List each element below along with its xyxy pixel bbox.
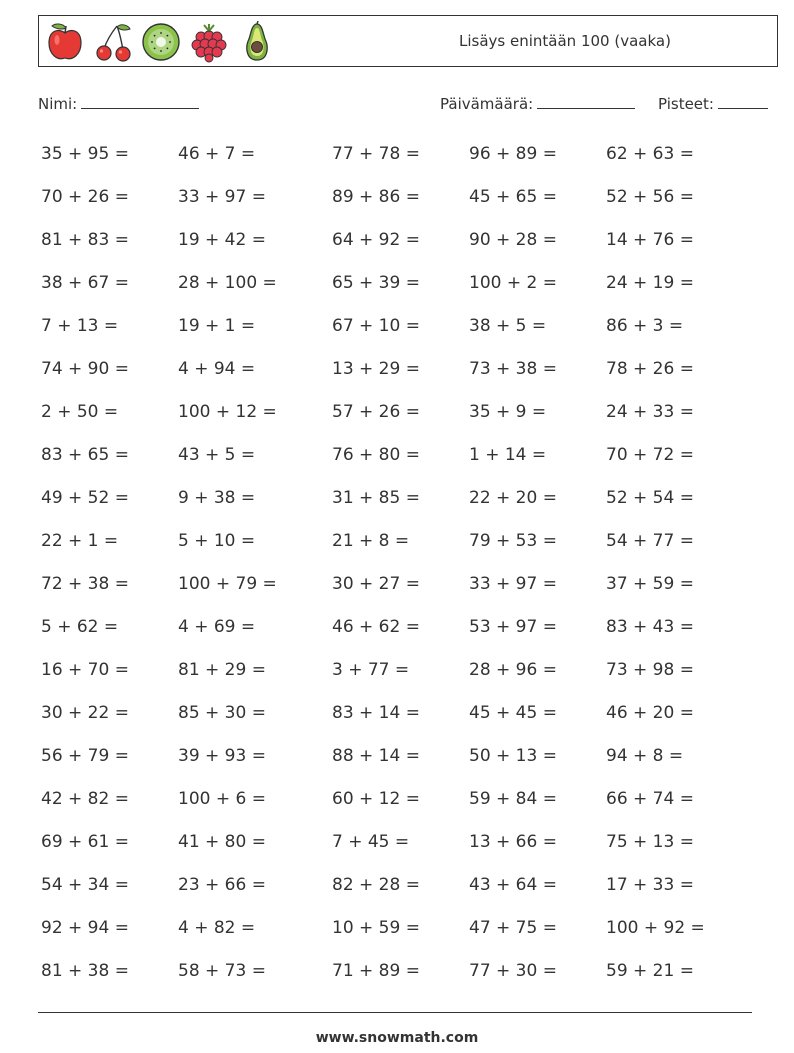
problem-item: 38 + 67 = <box>41 273 129 293</box>
apple-icon <box>45 21 85 63</box>
problem-item: 82 + 28 = <box>332 875 420 895</box>
problem-item: 94 + 8 = <box>606 746 684 766</box>
problem-item: 45 + 65 = <box>469 187 557 207</box>
problem-item: 19 + 42 = <box>178 230 266 250</box>
problem-item: 35 + 9 = <box>469 402 547 422</box>
problem-item: 33 + 97 = <box>469 574 557 594</box>
problem-item: 46 + 62 = <box>332 617 420 637</box>
problem-item: 19 + 1 = <box>178 316 256 336</box>
worksheet-title: Lisäys enintään 100 (vaaka) <box>459 32 671 50</box>
score-field <box>658 94 768 113</box>
avocado-icon <box>237 21 277 63</box>
problem-item: 38 + 5 = <box>469 316 547 336</box>
name-field <box>38 94 199 113</box>
problem-item: 75 + 13 = <box>606 832 694 852</box>
problem-item: 70 + 72 = <box>606 445 694 465</box>
problem-item: 100 + 2 = <box>469 273 557 293</box>
problem-item: 24 + 33 = <box>606 402 694 422</box>
problem-item: 41 + 80 = <box>178 832 266 852</box>
problem-item: 96 + 89 = <box>469 144 557 164</box>
problem-item: 30 + 27 = <box>332 574 420 594</box>
worksheet-header <box>38 15 778 67</box>
problem-item: 45 + 45 = <box>469 703 557 723</box>
problem-item: 85 + 30 = <box>178 703 266 723</box>
problem-item: 73 + 98 = <box>606 660 694 680</box>
problem-item: 71 + 89 = <box>332 961 420 981</box>
problem-item: 43 + 5 = <box>178 445 256 465</box>
problem-item: 37 + 59 = <box>606 574 694 594</box>
score-label: Pisteet: <box>658 95 714 113</box>
problem-item: 4 + 94 = <box>178 359 256 379</box>
problem-item: 50 + 13 = <box>469 746 557 766</box>
problem-item: 30 + 22 = <box>41 703 129 723</box>
problem-item: 5 + 62 = <box>41 617 119 637</box>
problem-item: 5 + 10 = <box>178 531 256 551</box>
problem-item: 58 + 73 = <box>178 961 266 981</box>
problem-item: 100 + 12 = <box>178 402 277 422</box>
problem-item: 10 + 59 = <box>332 918 420 938</box>
problem-item: 35 + 95 = <box>41 144 129 164</box>
problem-item: 7 + 13 = <box>41 316 119 336</box>
problem-item: 42 + 82 = <box>41 789 129 809</box>
problem-item: 70 + 26 = <box>41 187 129 207</box>
problem-item: 53 + 97 = <box>469 617 557 637</box>
problem-item: 28 + 96 = <box>469 660 557 680</box>
problem-item: 62 + 63 = <box>606 144 694 164</box>
problem-item: 90 + 28 = <box>469 230 557 250</box>
problem-item: 59 + 21 = <box>606 961 694 981</box>
problem-item: 64 + 92 = <box>332 230 420 250</box>
problem-item: 86 + 3 = <box>606 316 684 336</box>
problem-item: 59 + 84 = <box>469 789 557 809</box>
name-line <box>81 94 199 109</box>
problem-item: 72 + 38 = <box>41 574 129 594</box>
problem-item: 52 + 56 = <box>606 187 694 207</box>
problem-item: 1 + 14 = <box>469 445 547 465</box>
problem-item: 88 + 14 = <box>332 746 420 766</box>
problem-item: 21 + 8 = <box>332 531 410 551</box>
problem-item: 81 + 38 = <box>41 961 129 981</box>
problem-item: 13 + 29 = <box>332 359 420 379</box>
problem-item: 60 + 12 = <box>332 789 420 809</box>
problem-item: 14 + 76 = <box>606 230 694 250</box>
problem-item: 16 + 70 = <box>41 660 129 680</box>
problem-item: 47 + 75 = <box>469 918 557 938</box>
problem-item: 43 + 64 = <box>469 875 557 895</box>
problem-item: 24 + 19 = <box>606 273 694 293</box>
problem-item: 22 + 1 = <box>41 531 119 551</box>
date-line <box>537 94 635 109</box>
problem-item: 23 + 66 = <box>178 875 266 895</box>
problem-item: 67 + 10 = <box>332 316 420 336</box>
problem-item: 17 + 33 = <box>606 875 694 895</box>
cherries-icon <box>93 21 133 63</box>
problem-item: 89 + 86 = <box>332 187 420 207</box>
date-label: Päivämäärä: <box>440 95 534 113</box>
problem-item: 100 + 92 = <box>606 918 705 938</box>
problem-item: 81 + 83 = <box>41 230 129 250</box>
problem-item: 9 + 38 = <box>178 488 256 508</box>
problem-item: 77 + 30 = <box>469 961 557 981</box>
problem-item: 22 + 20 = <box>469 488 557 508</box>
problem-item: 100 + 6 = <box>178 789 266 809</box>
problem-item: 100 + 79 = <box>178 574 277 594</box>
problem-item: 13 + 66 = <box>469 832 557 852</box>
problem-item: 83 + 14 = <box>332 703 420 723</box>
problem-item: 92 + 94 = <box>41 918 129 938</box>
date-field <box>440 94 635 113</box>
problem-item: 33 + 97 = <box>178 187 266 207</box>
problem-item: 49 + 52 = <box>41 488 129 508</box>
name-label: Nimi: <box>38 95 78 113</box>
problem-item: 28 + 100 = <box>178 273 277 293</box>
problem-item: 46 + 7 = <box>178 144 256 164</box>
problem-item: 77 + 78 = <box>332 144 420 164</box>
problem-item: 83 + 43 = <box>606 617 694 637</box>
problem-item: 65 + 39 = <box>332 273 420 293</box>
kiwi-icon <box>141 21 181 63</box>
problem-item: 79 + 53 = <box>469 531 557 551</box>
problem-item: 3 + 77 = <box>332 660 410 680</box>
problem-item: 76 + 80 = <box>332 445 420 465</box>
problem-item: 54 + 77 = <box>606 531 694 551</box>
problem-item: 57 + 26 = <box>332 402 420 422</box>
problem-item: 4 + 82 = <box>178 918 256 938</box>
problem-item: 52 + 54 = <box>606 488 694 508</box>
problem-item: 73 + 38 = <box>469 359 557 379</box>
problem-item: 39 + 93 = <box>178 746 266 766</box>
footer-divider <box>38 1012 752 1013</box>
problem-item: 46 + 20 = <box>606 703 694 723</box>
problem-item: 78 + 26 = <box>606 359 694 379</box>
score-line <box>718 94 768 109</box>
problem-item: 69 + 61 = <box>41 832 129 852</box>
problem-item: 2 + 50 = <box>41 402 119 422</box>
problem-item: 56 + 79 = <box>41 746 129 766</box>
footer-url: www.snowmath.com <box>315 1030 479 1046</box>
problem-item: 31 + 85 = <box>332 488 420 508</box>
fruit-icons <box>45 21 277 63</box>
raspberry-icon <box>189 21 229 63</box>
problem-item: 7 + 45 = <box>332 832 410 852</box>
problem-item: 54 + 34 = <box>41 875 129 895</box>
problem-item: 81 + 29 = <box>178 660 266 680</box>
problem-item: 4 + 69 = <box>178 617 256 637</box>
problem-item: 74 + 90 = <box>41 359 129 379</box>
problem-item: 66 + 74 = <box>606 789 694 809</box>
problem-item: 83 + 65 = <box>41 445 129 465</box>
